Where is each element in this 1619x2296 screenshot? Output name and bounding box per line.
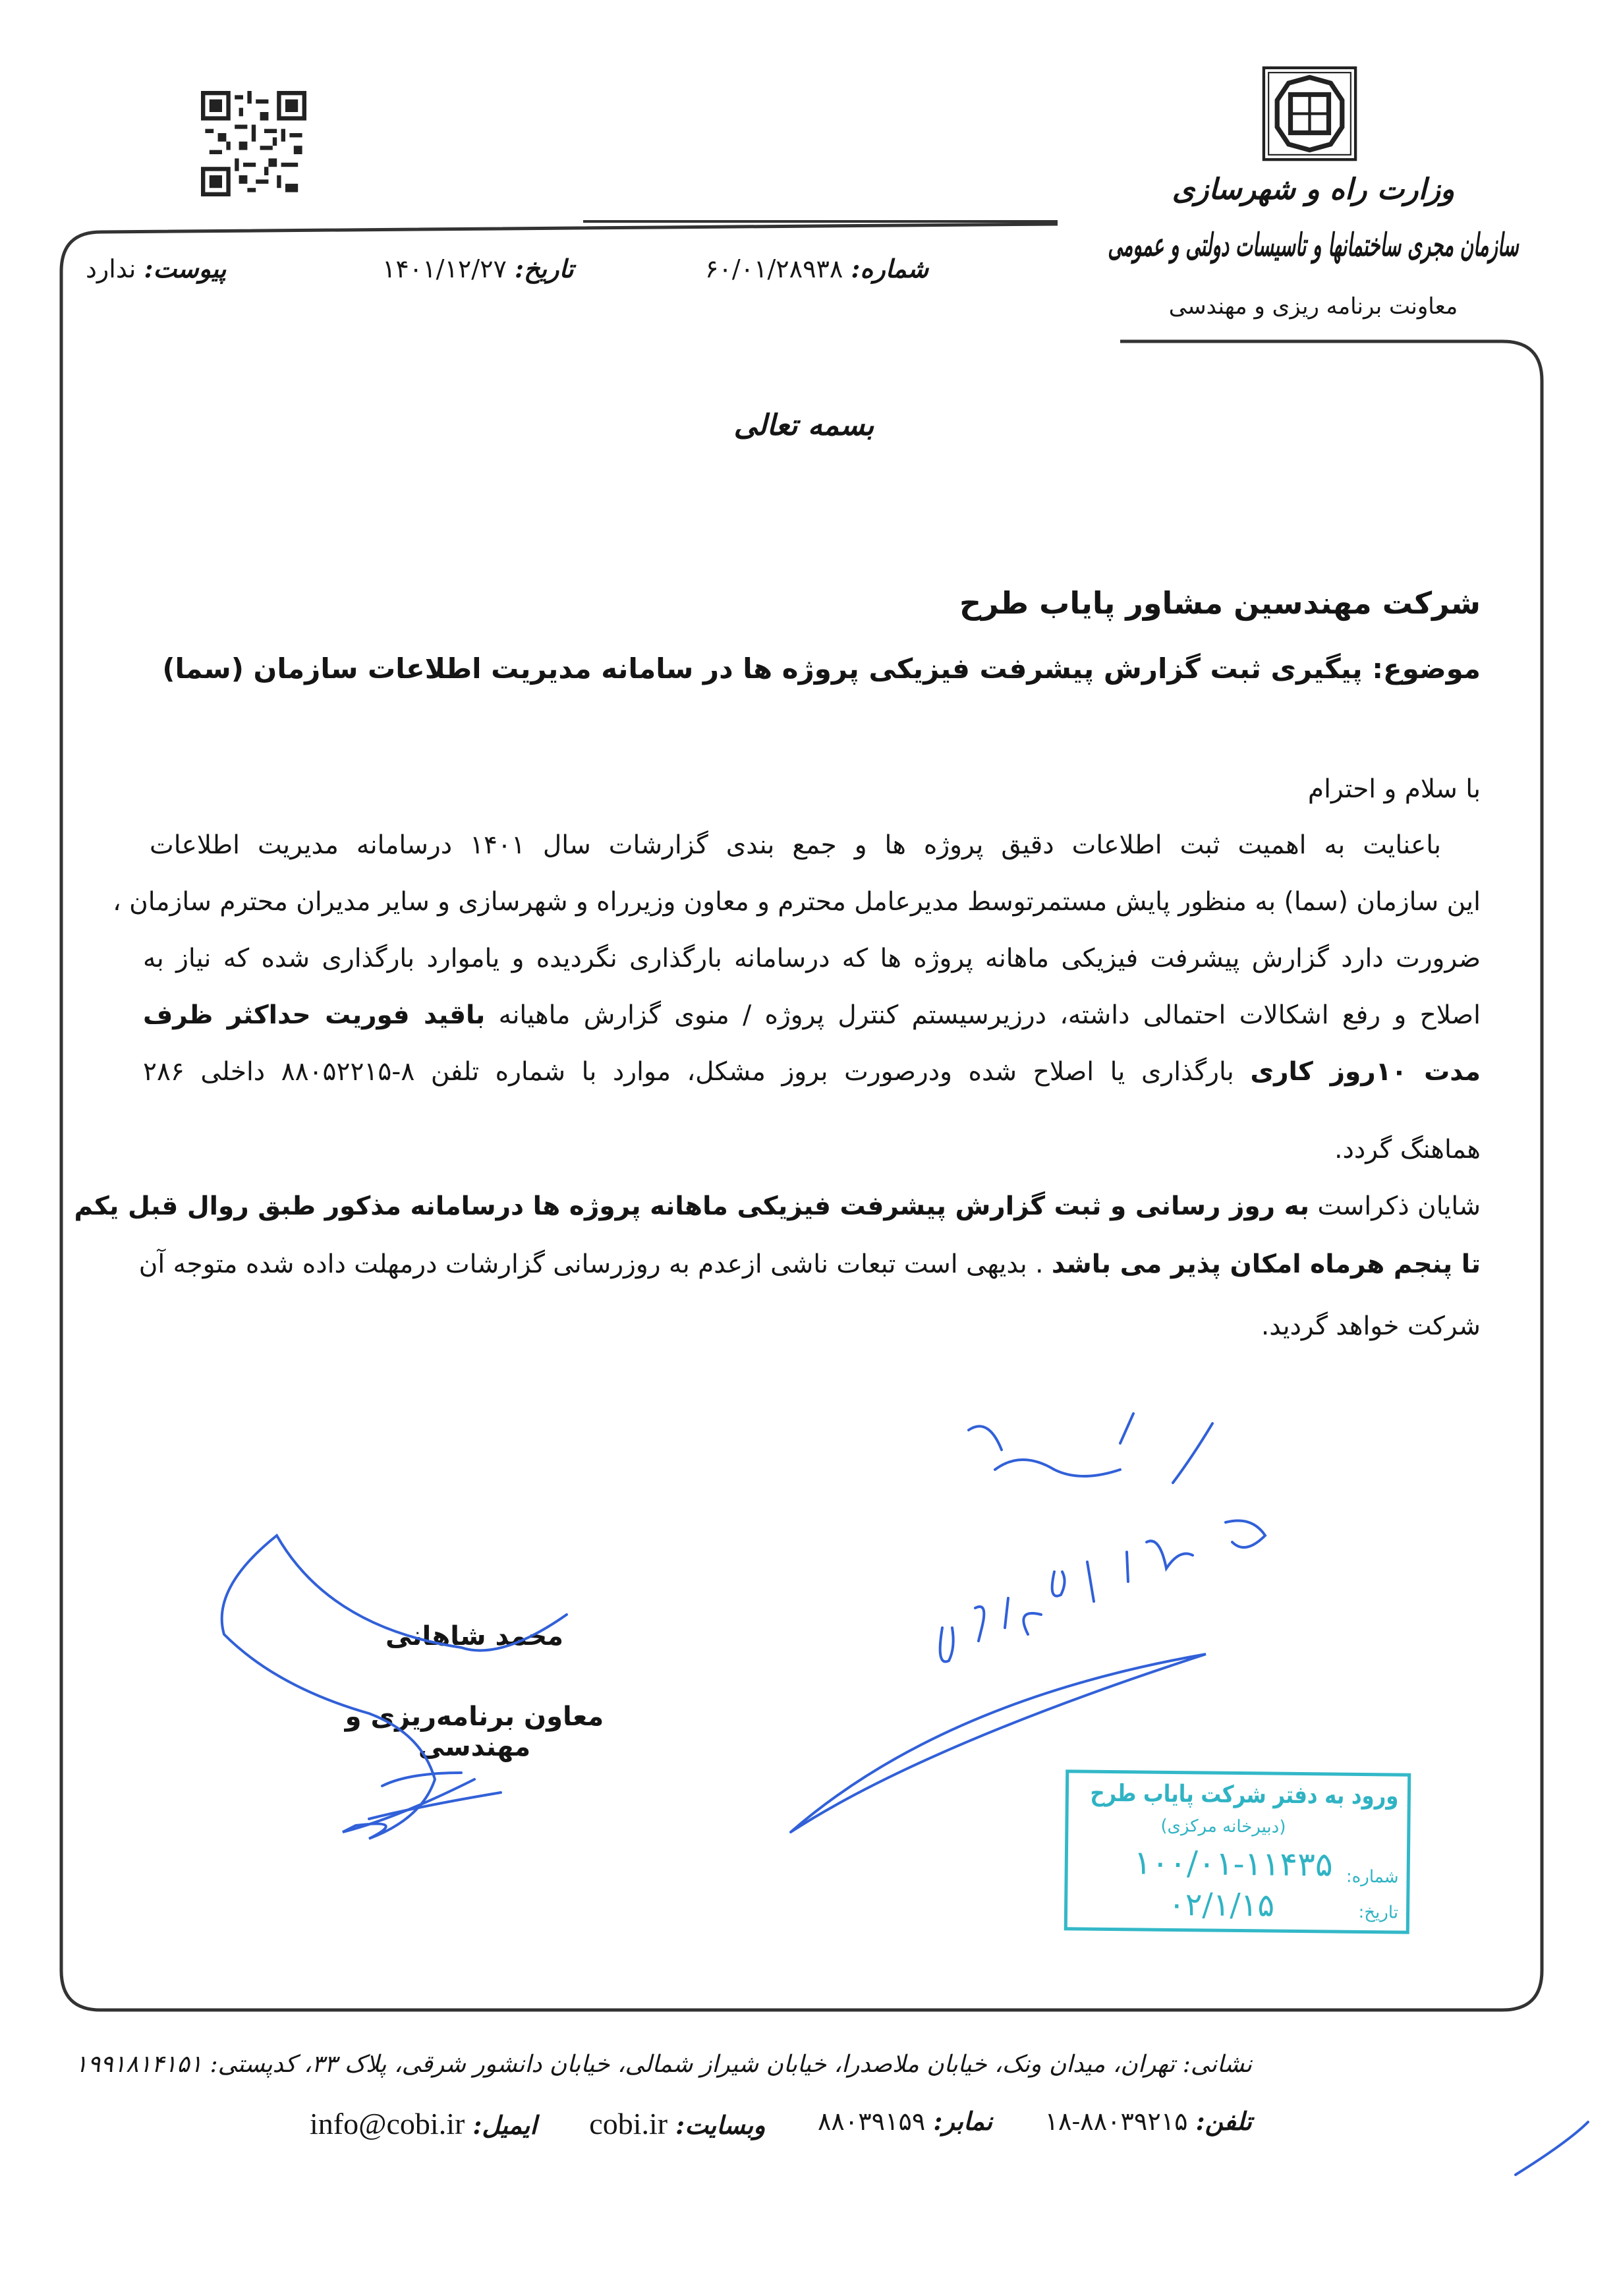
number-value: ۶۰/۰۱/۲۸۹۳۸ (705, 254, 843, 283)
subject: موضوع: پیگیری ثبت گزارش پیشرفت فیزیکی پروژه ها در سامانه مدیریت اطلاعات سازمان (سما) (162, 652, 1481, 685)
stamp-number-label: شماره: (1346, 1866, 1399, 1887)
footer-email (310, 2106, 537, 2141)
body-text: هماهنگ گردد. (1334, 1135, 1481, 1164)
attachment-value: ندارد (86, 254, 136, 283)
body-text: . بدیهی است تبعات ناشی ازعدم به روزرسانی گزارشات درمهلت داده شده متوجه آن (138, 1249, 1052, 1279)
phone-label: تلفن: (1195, 2106, 1252, 2136)
signatory-name: محمد شاهانی (385, 1621, 564, 1651)
recipient: شرکت مهندسین مشاور پایاب طرح (959, 585, 1481, 621)
stamp-heading: ورود به دفتر شرکت پایاب طرح (1089, 1779, 1399, 1810)
body-bold-text: تا پنجم هرماه امکان پذیر می باشد (1051, 1249, 1481, 1279)
stamp-date-label: تاریخ: (1358, 1902, 1399, 1923)
body-bold-text: باقید فوریت حداکثر ظرف (143, 1000, 486, 1030)
date-label: تاریخ: (514, 254, 574, 283)
signatory-title: معاون برنامه‌ریزی و مهندسی (345, 1702, 604, 1762)
email-label: ایمیل: (472, 2110, 537, 2140)
website-label: وبسایت: (675, 2110, 766, 2140)
body-bold-text: مدت ۱۰روز کاری (1250, 1057, 1481, 1087)
organization-name: سازمان مجری ساختمانها و تاسیسات دولتی و عمومی (1108, 227, 1519, 264)
fax-value: ۸۸۰۳۹۱۵۹ (818, 2107, 926, 2136)
body-text: بارگذاری یا اصلاح شده ودرصورت بروز مشکل، موارد با شماره تلفن ۸-۸۸۰۵۲۲۱۵ داخلی ۲۸۶ (143, 1057, 1251, 1087)
department-name: معاونت برنامه ریزی و مهندسی (1168, 293, 1458, 320)
stamp-subheading: (دبیرخانه مرکزی) (1160, 1816, 1286, 1837)
body-text: این سازمان (سما) به منظور پایش مستمرتوسط مدیرعامل محترم و معاون وزیرراه و شهرسازی و سایر مدیران محترم سازمان ، (113, 887, 1481, 917)
website-value: cobi.ir (589, 2107, 668, 2140)
body-text: ضرورت دارد گزارش پیشرفت فیزیکی ماهانه پروژه ها که درسامانه بارگذاری نگردیده و یاموارد بارگذاری شده که نیاز به (143, 944, 1481, 973)
body-bold-text: به روز رسانی و ثبت گزارش پیشرفت فیزیکی ماهانه پروژه ها درسامانه مذکور طبق روال قبل یکم (74, 1191, 1309, 1221)
fax-label: نمابر: (933, 2106, 993, 2136)
body-text: شایان ذکراست (1309, 1191, 1481, 1221)
footer-contacts (310, 2106, 1252, 2141)
footer-phone (1045, 2106, 1252, 2141)
attachment-label: پیوست: (144, 254, 227, 283)
date-value: ۱۴۰۱/۱۲/۲۷ (382, 254, 507, 283)
body-text: باعنایت به اهمیت ثبت اطلاعات دقیق پروژه ها و جمع بندی گزارشات سال ۱۴۰۱ درسامانه مدیریت اطلاعات (150, 830, 1442, 860)
invocation: بسمه تعالی (733, 409, 874, 442)
greeting: با سلام و احترام (1307, 774, 1481, 804)
stamp-number-value: ۱۰۰/۰۱-۱۱۴۳۵ (1133, 1843, 1334, 1884)
email-value: info@cobi.ir (310, 2107, 465, 2140)
footer-fax (818, 2106, 992, 2141)
body-text: شرکت خواهد گردید. (1261, 1311, 1481, 1341)
number-label: شماره: (851, 254, 929, 283)
ministry-name: وزارت راه و شهرسازی (1172, 173, 1455, 206)
received-stamp (1064, 1769, 1411, 1934)
body-text: اصلاح و رفع اشکالات احتمالی داشته، درزیرسیستم کنترل پروژه / منوی گزارش ماهیانه (485, 1000, 1481, 1030)
footer-address: نشانی: تهران، میدان ونک، خیابان ملاصدرا، خیابان شیراز شمالی، خیابان دانشور شرقی، پلاک ۳۳، کدپستی: ۱۹۹۱۸۱۴۱۵۱ (74, 2051, 1252, 2078)
phone-value: ۸۸۰۳۹۲۱۵-۱۸ (1044, 2107, 1188, 2136)
stamp-date-value: ۰۲/۱/۱۵ (1168, 1885, 1275, 1924)
footer-website (589, 2106, 765, 2141)
